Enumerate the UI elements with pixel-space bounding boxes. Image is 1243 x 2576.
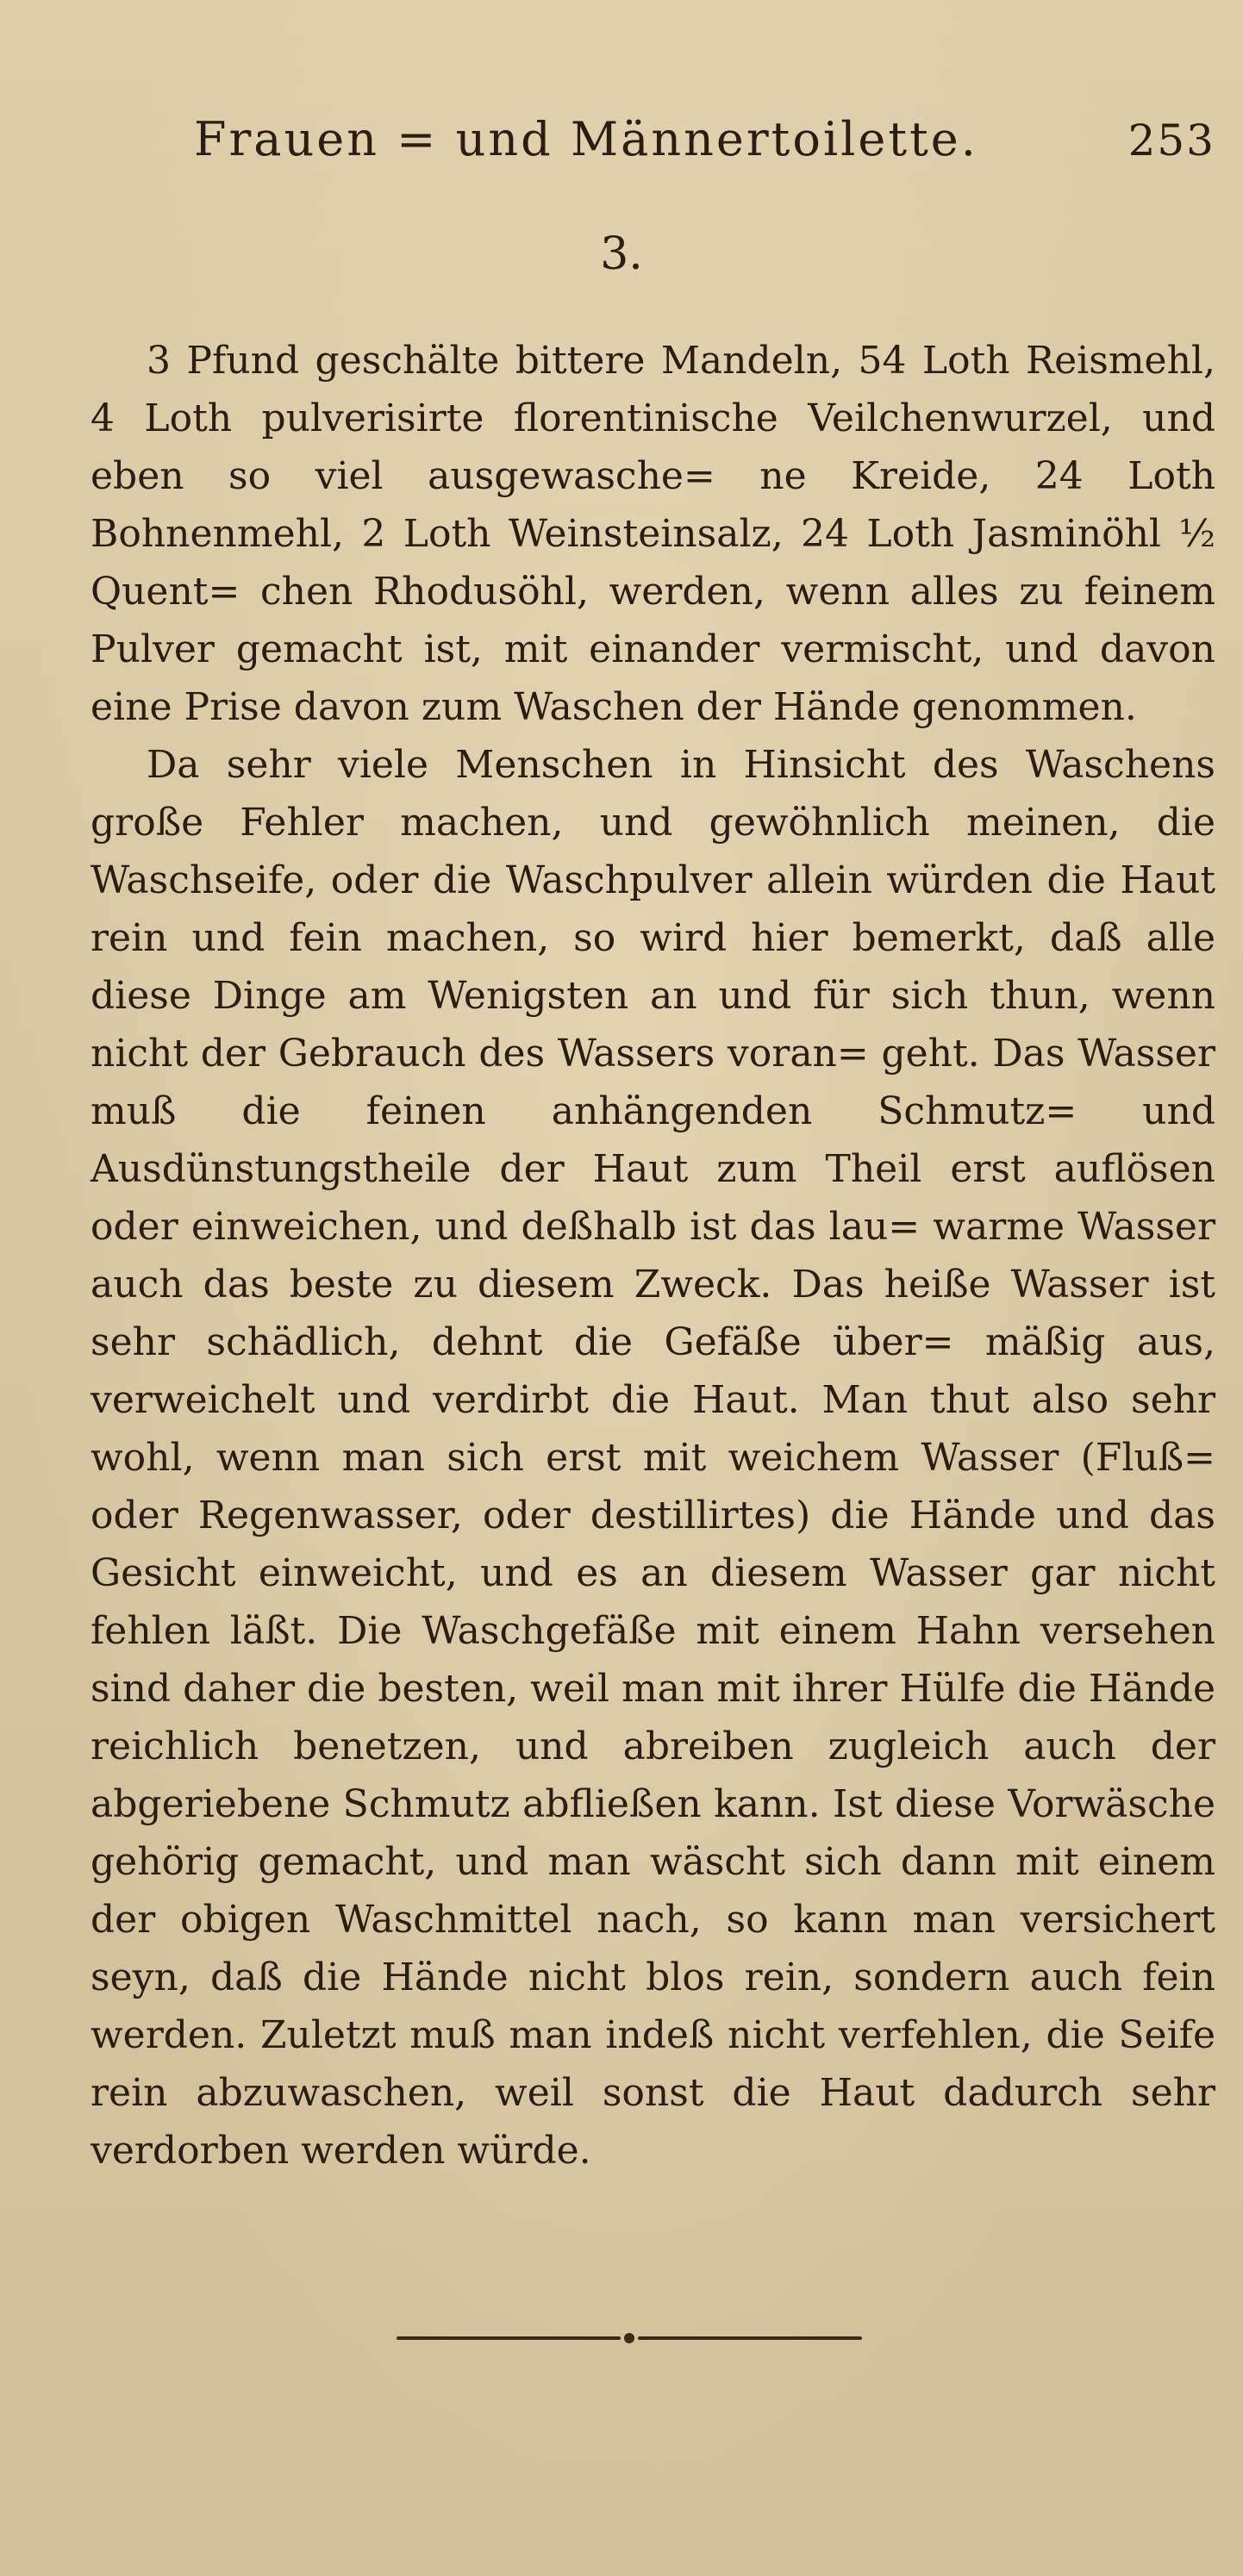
- end-rule-left-line: [397, 2336, 621, 2340]
- section-number: 3.: [600, 228, 643, 280]
- paragraph-washing-advice: Da sehr viele Menschen in Hinsicht des Waschens große Fehler machen, und gewöhnlich meinen, die Waschseife, oder die Waschpulver allein würden die Haut rein und fein machen, so wird hier bemerkt, daß alle diese Dinge am Wenigsten an und für sich thun, wenn nicht der Gebrauch des Wassers voran= geht. Das Wasser muß die feinen anhängenden Schmutz= und Ausdünstungstheile der Haut zum Theil erst auflösen oder einweichen, und deßhalb ist das lau= warme Wasser auch das beste zu diesem Zweck. Das heiße Wasser ist sehr schädlich, dehnt die Gefäße über= mäßig aus, verweichelt und verdirbt die Haut. Man thut also sehr wohl, wenn man sich erst mit weichem Wasser (Fluß= oder Regenwasser, oder destillirtes) die Hände und das Gesicht einweicht, und es an diesem Wasser gar nicht fehlen läßt. Die Waschgefäße mit einem Hahn versehen sind daher die besten, weil man mit ihrer Hülfe die Hände reichlich benetzen, und abreiben zugleich auch der abgeriebene Schmutz abfließen kann. Ist diese Vorwäsche gehörig gemacht, und man wäscht sich dann mit einem der obigen Waschmittel nach, so kann man versichert seyn, daß die Hände nicht blos rein, sondern auch fein werden. Zuletzt muß man indeß nicht verfehlen, die Seife rein abzuwaschen, weil sonst die Haut dadurch sehr verdorben werden würde.: [91, 743, 1215, 2173]
- body-text: [91, 332, 1215, 2180]
- end-rule-right-line: [638, 2336, 862, 2340]
- page-number: 253: [1127, 115, 1215, 165]
- page-header: [194, 112, 1215, 181]
- running-title: Frauen = und Männertoilette.: [194, 112, 978, 166]
- paragraph-recipe: 3 Pfund geschälte bittere Mandeln, 54 Loth Reismehl, 4 Loth pulverisirte florentinische Veilchenwurzel, und eben so viel ausgewasche= ne Kreide, 24 Loth Bohnenmehl, 2 Loth Weinsteinsalz, 24 Loth Jasminöhl ½ Quent= chen Rhodusöhl, werden, wenn alles zu feinem Pulver gemacht ist, mit einander vermischt, und davon eine Prise davon zum Waschen der Hände genommen.: [91, 339, 1215, 729]
- end-rule: [397, 2336, 862, 2341]
- end-rule-center-ornament: [624, 2333, 634, 2343]
